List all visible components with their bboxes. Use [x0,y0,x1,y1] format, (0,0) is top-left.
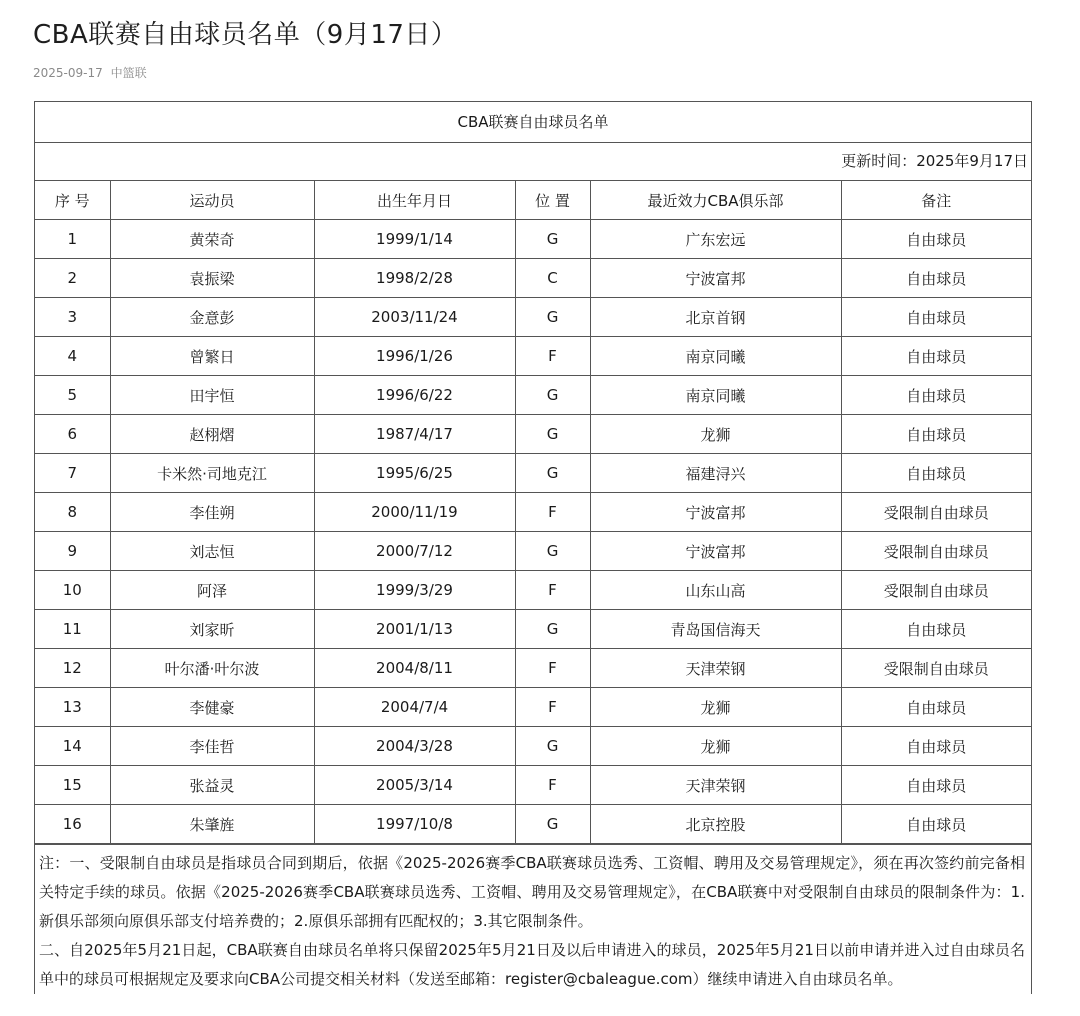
cell-remark: 受限制自由球员 [841,532,1031,571]
cell-remark: 自由球员 [841,688,1031,727]
cell-remark: 自由球员 [841,298,1031,337]
table-row [35,454,1031,493]
cell-index: 15 [35,766,110,805]
table-row [35,571,1031,610]
cell-club: 山东山高 [590,571,841,610]
cell-club: 宁波富邦 [590,259,841,298]
table-row [35,805,1031,844]
cell-player: 叶尔潘·叶尔波 [110,649,314,688]
cell-remark: 自由球员 [841,610,1031,649]
cell-index: 5 [35,376,110,415]
table-row [35,610,1031,649]
cell-player: 金意彭 [110,298,314,337]
cell-club: 天津荣钢 [590,649,841,688]
cell-player: 李佳朔 [110,493,314,532]
cell-position: G [515,454,590,493]
cell-position: F [515,493,590,532]
cell-position: G [515,532,590,571]
cell-position: G [515,220,590,259]
note-paragraph: 注：一、受限制自由球员是指球员合同到期后，依据《2025-2026赛季CBA联赛球员选秀、工资帽、聘用及交易管理规定》，须在再次签约前完备相关特定手续的球员。依据《2025-2026赛季CBA联赛球员选秀、工资帽、聘用及交易管理规定》，在CBA联赛中对受限制自由球员的限制条件为：1.新俱乐部须向原俱乐部支付培养费的；2.原俱乐部拥有匹配权的；3.其它限制条件。 [39,854,1025,930]
cell-index: 16 [35,805,110,844]
table-row [35,649,1031,688]
cell-club: 北京首钢 [590,298,841,337]
roster-document [34,101,1032,994]
cell-remark: 受限制自由球员 [841,493,1031,532]
cell-index: 7 [35,454,110,493]
cell-remark: 自由球员 [841,454,1031,493]
cell-remark: 自由球员 [841,727,1031,766]
cell-remark: 自由球员 [841,766,1031,805]
cell-position: G [515,415,590,454]
roster-table [35,181,1031,844]
cell-remark: 自由球员 [841,337,1031,376]
note-paragraph: 二、自2025年5月21日起，CBA联赛自由球员名单将只保留2025年5月21日及以后申请进入的球员，2025年5月21日以前申请并进入过自由球员名单中的球员可根据规定及要求向CBA公司提交相关材料（发送至邮箱：register@cbaleague.com）继续申请进入自由球员名单。 [39,941,1025,988]
table-row [35,493,1031,532]
cell-remark: 自由球员 [841,259,1031,298]
cell-remark: 自由球员 [841,220,1031,259]
article-source: 中篮联 [110,66,147,80]
cell-club: 青岛国信海天 [590,610,841,649]
cell-club: 天津荣钢 [590,766,841,805]
cell-player: 阿泽 [110,571,314,610]
column-header-club: 最近效力CBA俱乐部 [590,181,841,220]
cell-position: F [515,688,590,727]
article-date: 2025-09-17 [33,66,103,80]
cell-birthdate: 2005/3/14 [314,766,515,805]
roster-notes [35,844,1031,994]
cell-position: G [515,727,590,766]
cell-remark: 自由球员 [841,376,1031,415]
cell-index: 9 [35,532,110,571]
cell-index: 4 [35,337,110,376]
cell-birthdate: 1998/2/28 [314,259,515,298]
cell-club: 龙狮 [590,688,841,727]
cell-index: 3 [35,298,110,337]
column-header-remark: 备注 [841,181,1031,220]
cell-birthdate: 2003/11/24 [314,298,515,337]
column-header-birthdate: 出生年月日 [314,181,515,220]
cell-player: 李健豪 [110,688,314,727]
cell-birthdate: 2004/7/4 [314,688,515,727]
cell-index: 8 [35,493,110,532]
cell-position: C [515,259,590,298]
cell-player: 袁振梁 [110,259,314,298]
roster-caption: CBA联赛自由球员名单 [35,102,1031,143]
cell-player: 张益灵 [110,766,314,805]
roster-update-time: 更新时间：2025年9月17日 [35,143,1031,181]
cell-player: 黄荣奇 [110,220,314,259]
cell-club: 福建浔兴 [590,454,841,493]
cell-position: G [515,610,590,649]
cell-birthdate: 2000/11/19 [314,493,515,532]
cell-birthdate: 2001/1/13 [314,610,515,649]
cell-remark: 自由球员 [841,415,1031,454]
cell-player: 田宇恒 [110,376,314,415]
table-row [35,376,1031,415]
cell-position: F [515,766,590,805]
cell-remark: 受限制自由球员 [841,649,1031,688]
cell-index: 1 [35,220,110,259]
cell-player: 朱肇旌 [110,805,314,844]
cell-birthdate: 2004/8/11 [314,649,515,688]
cell-index: 14 [35,727,110,766]
table-header-row [35,181,1031,220]
article-title: CBA联赛自由球员名单（9月17日） [33,20,458,50]
cell-player: 曾繁日 [110,337,314,376]
cell-club: 北京控股 [590,805,841,844]
column-header-position: 位 置 [515,181,590,220]
column-header-player: 运动员 [110,181,314,220]
cell-player: 刘家昕 [110,610,314,649]
roster-table-body [35,220,1031,844]
cell-position: F [515,649,590,688]
cell-club: 宁波富邦 [590,532,841,571]
cell-birthdate: 1996/1/26 [314,337,515,376]
table-row [35,766,1031,805]
cell-birthdate: 1987/4/17 [314,415,515,454]
table-row [35,220,1031,259]
table-row [35,259,1031,298]
cell-index: 12 [35,649,110,688]
cell-club: 南京同曦 [590,376,841,415]
cell-remark: 受限制自由球员 [841,571,1031,610]
cell-player: 刘志恒 [110,532,314,571]
cell-index: 10 [35,571,110,610]
cell-player: 赵栩熠 [110,415,314,454]
cell-club: 龙狮 [590,727,841,766]
cell-birthdate: 1995/6/25 [314,454,515,493]
cell-club: 广东宏远 [590,220,841,259]
cell-index: 2 [35,259,110,298]
table-row [35,415,1031,454]
cell-club: 宁波富邦 [590,493,841,532]
cell-position: F [515,571,590,610]
cell-club: 南京同曦 [590,337,841,376]
cell-birthdate: 1996/6/22 [314,376,515,415]
cell-birthdate: 2000/7/12 [314,532,515,571]
article-meta [33,64,147,81]
cell-player: 卡米然·司地克江 [110,454,314,493]
cell-position: G [515,298,590,337]
cell-position: G [515,376,590,415]
column-header-index: 序 号 [35,181,110,220]
cell-player: 李佳哲 [110,727,314,766]
cell-index: 11 [35,610,110,649]
cell-birthdate: 1999/3/29 [314,571,515,610]
cell-club: 龙狮 [590,415,841,454]
cell-remark: 自由球员 [841,805,1031,844]
cell-index: 6 [35,415,110,454]
cell-birthdate: 1997/10/8 [314,805,515,844]
cell-birthdate: 2004/3/28 [314,727,515,766]
cell-index: 13 [35,688,110,727]
table-row [35,727,1031,766]
table-row [35,337,1031,376]
table-row [35,688,1031,727]
cell-birthdate: 1999/1/14 [314,220,515,259]
cell-position: F [515,337,590,376]
table-row [35,298,1031,337]
cell-position: G [515,805,590,844]
table-row [35,532,1031,571]
